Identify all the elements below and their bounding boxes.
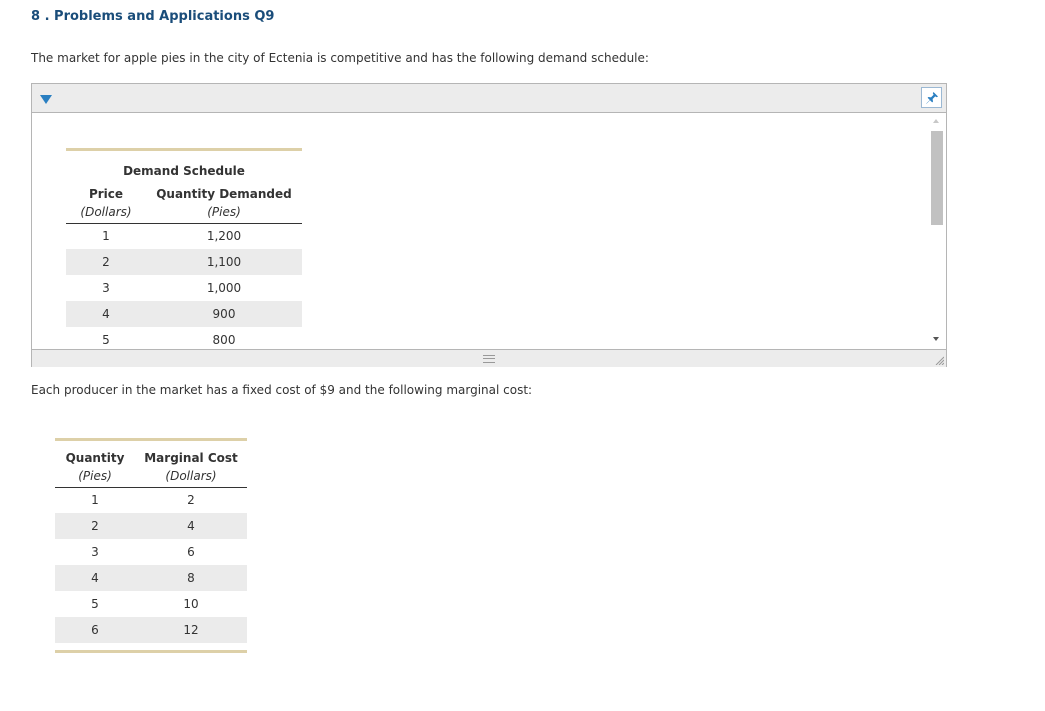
table-row [66, 275, 302, 301]
quantity-cell: 1,000 [206, 281, 242, 295]
pin-button[interactable] [921, 87, 942, 108]
panel-footer [32, 349, 946, 367]
column-header-price: Price [88, 187, 124, 201]
price-cell: 2 [102, 255, 110, 269]
table-row [55, 565, 247, 591]
table-row [66, 249, 302, 275]
column-unit-quantity: (Pies) [207, 204, 241, 219]
quantity-cell: 2 [91, 519, 99, 533]
scroll-up-arrow-icon[interactable] [933, 119, 939, 123]
column-unit-marginal-cost: (Dollars) [165, 468, 217, 483]
table-bottom-rule [55, 650, 247, 653]
quantity-cell: 1,200 [206, 229, 242, 244]
table-row [55, 513, 247, 539]
quantity-cell: 4 [91, 571, 99, 585]
vertical-scrollbar[interactable] [929, 113, 945, 349]
marginal-cost-cell: 10 [183, 597, 199, 611]
demand-schedule-table [66, 148, 302, 349]
table-row [55, 539, 247, 565]
resize-handle-icon[interactable] [934, 355, 944, 365]
quantity-cell: 3 [91, 545, 99, 559]
marginal-cost-cell: 4 [187, 519, 195, 533]
intro-text: The market for apple pies in the city of Ectenia is competitive and has the following demand schedule: [31, 51, 649, 65]
fixed-cost-text: Each producer in the market has a fixed cost of $9 and the following marginal cost: [31, 383, 533, 397]
quantity-cell: 900 [212, 307, 236, 321]
pin-icon [925, 91, 939, 105]
marginal-cost-cell: 6 [187, 545, 195, 559]
price-cell: 1 [102, 229, 110, 244]
drag-grip-icon[interactable] [483, 355, 495, 363]
question-title: 8 . Problems and Applications Q9 [31, 9, 275, 24]
collapse-triangle-icon[interactable] [40, 95, 52, 104]
quantity-cell: 1 [91, 493, 99, 508]
demand-table-caption: Demand Schedule [123, 164, 245, 178]
price-cell: 5 [102, 333, 110, 347]
quantity-cell: 6 [91, 623, 99, 637]
quantity-cell: 5 [91, 597, 99, 611]
table-row [55, 487, 247, 513]
marginal-cost-cell: 8 [187, 571, 195, 585]
column-unit-price: (Dollars) [80, 204, 132, 219]
column-header-quantity-demanded: Quantity Demanded [156, 187, 292, 201]
scroll-down-arrow-icon[interactable] [933, 337, 939, 341]
price-cell: 4 [102, 307, 110, 321]
marginal-cost-table [55, 438, 247, 653]
demand-schedule-panel [31, 83, 947, 367]
price-cell: 3 [102, 281, 110, 295]
column-unit-quantity: (Pies) [78, 468, 112, 483]
table-row [66, 223, 302, 249]
panel-header [32, 84, 946, 113]
panel-body [32, 113, 928, 349]
quantity-cell: 1,100 [206, 255, 242, 269]
marginal-cost-cell: 2 [187, 493, 195, 508]
column-header-marginal-cost: Marginal Cost [144, 451, 238, 465]
scroll-thumb[interactable] [931, 131, 943, 225]
quantity-cell: 800 [212, 333, 236, 347]
table-row [66, 327, 302, 349]
column-header-quantity: Quantity [65, 451, 125, 465]
table-row [55, 617, 247, 643]
table-row [66, 301, 302, 327]
table-row [55, 591, 247, 617]
marginal-cost-cell: 12 [183, 623, 199, 637]
